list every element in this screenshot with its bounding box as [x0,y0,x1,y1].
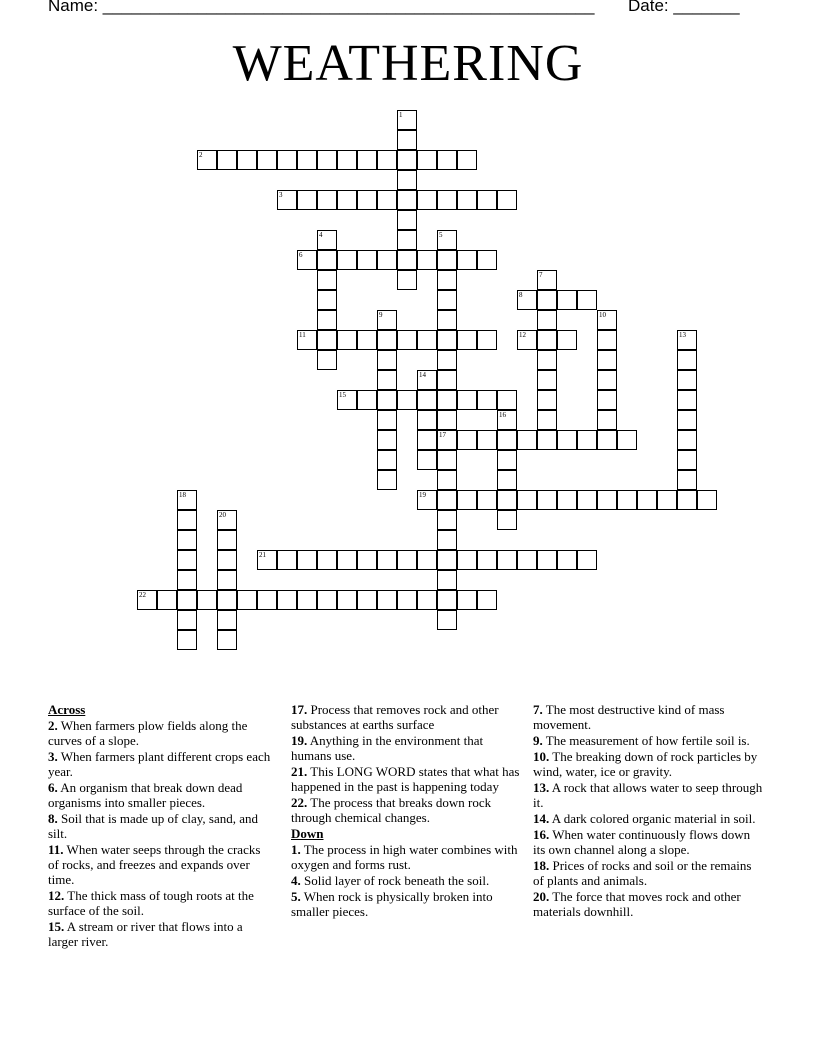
grid-cell[interactable] [377,550,397,570]
grid-cell[interactable] [377,590,397,610]
clue-text: When farmers plant different crops each year. [48,749,271,779]
clue-text: When water continuously flows down its own channel along a slope. [533,827,751,857]
clue-number-label: 13. [533,780,550,795]
across-clue [48,749,274,779]
grid-cell[interactable] [677,410,697,430]
grid-cell[interactable] [297,590,317,610]
grid-cell[interactable] [377,330,397,350]
grid-cell[interactable] [397,330,417,350]
clue-number-label: 14. [533,811,550,826]
grid-cell[interactable] [637,490,657,510]
grid-cell[interactable] [537,410,557,430]
grid-cell[interactable] [677,430,697,450]
across-clue [291,733,521,763]
grid-cell[interactable] [257,150,277,170]
grid-cell[interactable] [297,190,317,210]
grid-cell[interactable] [337,390,357,410]
grid-cell[interactable] [377,350,397,370]
grid-cell[interactable] [537,390,557,410]
grid-cell[interactable] [457,390,477,410]
grid-cell[interactable] [617,430,637,450]
grid-cell[interactable] [537,290,557,310]
grid-cell[interactable] [437,190,457,210]
clue-text: The most destructive kind of mass movement. [533,702,725,732]
down-clue [533,780,765,810]
down-heading: Down [291,826,324,841]
grid-cell[interactable] [417,410,437,430]
grid-cell[interactable] [537,310,557,330]
grid-cell[interactable] [537,350,557,370]
clue-number-label: 3. [48,749,58,764]
grid-cell[interactable] [497,430,517,450]
grid-cell[interactable] [557,290,577,310]
grid-cell[interactable] [357,590,377,610]
across-clue [291,702,521,732]
clue-text: The force that moves rock and other materials downhill. [533,889,741,919]
clue-number: 11 [299,331,306,339]
grid-cell[interactable] [577,550,597,570]
clue-text: The process in high water combines with oxygen and forms rust. [291,842,518,872]
grid-cell[interactable] [177,610,197,630]
grid-cell[interactable] [597,390,617,410]
grid-cell[interactable] [337,550,357,570]
across-clue [48,919,274,949]
grid-cell[interactable] [237,590,257,610]
grid-cell[interactable] [597,410,617,430]
grid-cell[interactable] [297,550,317,570]
grid-cell[interactable] [257,550,277,570]
grid-cell[interactable] [417,150,437,170]
across-clue [48,811,274,841]
across-clue [48,780,274,810]
grid-cell[interactable] [377,470,397,490]
grid-cell[interactable] [457,430,477,450]
grid-cell[interactable] [277,190,297,210]
down-clue [291,889,521,919]
grid-cell[interactable] [377,250,397,270]
clue-number-label: 20. [533,889,550,904]
clue-text: A dark colored organic material in soil. [549,811,756,826]
grid-cell[interactable] [337,150,357,170]
grid-cell[interactable] [477,490,497,510]
across-clue [48,718,274,748]
grid-cell[interactable] [217,590,237,610]
grid-cell[interactable] [317,150,337,170]
clue-number-label: 19. [291,733,308,748]
clue-number: 7 [539,271,543,279]
grid-cell[interactable] [517,490,537,510]
grid-cell[interactable] [517,430,537,450]
clue-number-label: 15. [48,919,65,934]
date-label: Date: [628,0,674,15]
across-clue [48,842,274,887]
grid-cell[interactable] [557,550,577,570]
puzzle-title: WEATHERING [232,35,584,92]
down-clue [533,811,765,826]
grid-cell[interactable] [397,150,417,170]
grid-cell[interactable] [177,490,197,510]
grid-cell[interactable] [217,630,237,650]
grid-cell[interactable] [337,190,357,210]
grid-cell[interactable] [437,150,457,170]
grid-cell[interactable] [337,590,357,610]
grid-cell[interactable] [397,210,417,230]
grid-cell[interactable] [417,390,437,410]
grid-cell[interactable] [137,590,157,610]
clue-text: A rock that allows water to seep through it. [533,780,763,810]
grid-cell[interactable] [597,490,617,510]
grid-cell[interactable] [537,490,557,510]
grid-cell[interactable] [417,370,437,390]
grid-cell[interactable] [317,590,337,610]
grid-cell[interactable] [597,330,617,350]
clue-number: 15 [339,391,346,399]
clue-number: 8 [519,291,523,299]
grid-cell[interactable] [217,570,237,590]
grid-cell[interactable] [437,510,457,530]
grid-cell[interactable] [317,310,337,330]
clue-number: 14 [419,371,426,379]
clue-number-label: 6. [48,780,58,795]
grid-cell[interactable] [337,250,357,270]
grid-cell[interactable] [437,310,457,330]
clue-number: 18 [179,491,186,499]
clue-number: 21 [259,551,266,559]
down-clue [533,749,765,779]
down-clue [533,889,765,919]
grid-cell[interactable] [357,250,377,270]
down-clue-list [291,842,521,919]
grid-cell[interactable] [437,410,457,430]
clues-column-2 [291,702,521,920]
clue-number-label: 21. [291,764,308,779]
grid-cell[interactable] [417,490,437,510]
grid-cell[interactable] [377,370,397,390]
grid-cell[interactable] [317,330,337,350]
clue-text: The breaking down of rock particles by wind, water, ice or gravity. [533,749,758,779]
grid-cell[interactable] [397,550,417,570]
grid-cell[interactable] [677,330,697,350]
clue-text: The thick mass of tough roots at the surface of the soil. [48,888,254,918]
grid-cell[interactable] [477,550,497,570]
across-clue [291,764,521,794]
clues-column-3 [533,702,765,920]
grid-cell[interactable] [297,330,317,350]
clue-number: 19 [419,491,426,499]
grid-cell[interactable] [197,590,217,610]
grid-cell[interactable] [317,250,337,270]
clue-number: 16 [499,411,506,419]
clue-text: When rock is physically broken into smaller pieces. [291,889,493,919]
grid-cell[interactable] [437,590,457,610]
grid-cell[interactable] [597,430,617,450]
grid-cell[interactable] [437,470,457,490]
grid-cell[interactable] [597,350,617,370]
grid-cell[interactable] [417,590,437,610]
grid-cell[interactable] [437,570,457,590]
grid-cell[interactable] [437,370,457,390]
clue-number-label: 16. [533,827,550,842]
clue-number: 2 [199,151,203,159]
grid-cell[interactable] [477,330,497,350]
grid-cell[interactable] [517,330,537,350]
grid-cell[interactable] [437,530,457,550]
clue-number: 10 [599,311,606,319]
grid-cell[interactable] [437,610,457,630]
down-clue [533,827,765,857]
grid-cell[interactable] [477,190,497,210]
clues-column-1 [48,702,274,950]
grid-cell[interactable] [497,470,517,490]
clue-number: 22 [139,591,146,599]
grid-cell[interactable] [577,290,597,310]
grid-cell[interactable] [397,230,417,250]
grid-cell[interactable] [457,550,477,570]
across-clue-list [48,718,274,949]
grid-cell[interactable] [557,330,577,350]
grid-cell[interactable] [177,550,197,570]
clue-text: Anything in the environment that humans use. [291,733,484,763]
grid-cell[interactable] [317,230,337,250]
grid-cell[interactable] [437,450,457,470]
grid-cell[interactable] [357,330,377,350]
grid-cell[interactable] [317,290,337,310]
clue-number: 5 [439,231,443,239]
grid-cell[interactable] [217,550,237,570]
down-clue [533,702,765,732]
grid-cell[interactable] [177,630,197,650]
grid-cell[interactable] [377,450,397,470]
grid-cell[interactable] [457,330,477,350]
grid-cell[interactable] [417,330,437,350]
down-clue [291,873,521,888]
grid-cell[interactable] [477,390,497,410]
grid-cell[interactable] [497,190,517,210]
grid-cell[interactable] [477,430,497,450]
grid-cell[interactable] [477,590,497,610]
grid-cell[interactable] [437,550,457,570]
clue-number-label: 10. [533,749,550,764]
clue-text: When water seeps through the cracks of rocks, and freezes and expands over time. [48,842,261,887]
clue-text: Solid layer of rock beneath the soil. [300,873,490,888]
clue-number-label: 17. [291,702,308,717]
grid-cell[interactable] [517,290,537,310]
grid-cell[interactable] [557,430,577,450]
grid-cell[interactable] [357,190,377,210]
grid-cell[interactable] [357,390,377,410]
grid-cell[interactable] [377,410,397,430]
grid-cell[interactable] [317,270,337,290]
grid-cell[interactable] [497,550,517,570]
grid-cell[interactable] [377,430,397,450]
grid-cell[interactable] [217,150,237,170]
clue-number: 4 [319,231,323,239]
clue-text: The process that breaks down rock through chemical changes. [291,795,492,825]
clue-number-label: 22. [291,795,308,810]
grid-cell[interactable] [577,490,597,510]
grid-cell[interactable] [677,390,697,410]
grid-cell[interactable] [377,150,397,170]
grid-cell[interactable] [437,390,457,410]
grid-cell[interactable] [257,590,277,610]
clue-number: 1 [399,111,403,119]
grid-cell[interactable] [437,250,457,270]
across-clue-list-continued [291,702,521,825]
clue-number-label: 5. [291,889,301,904]
grid-cell[interactable] [677,490,697,510]
grid-cell[interactable] [437,350,457,370]
grid-cell[interactable] [437,290,457,310]
clue-text: Prices of rocks and soil or the remains of plants and animals. [533,858,752,888]
grid-cell[interactable] [177,510,197,530]
grid-cell[interactable] [697,490,717,510]
grid-cell[interactable] [177,590,197,610]
down-clue [533,733,765,748]
grid-cell[interactable] [597,310,617,330]
grid-cell[interactable] [397,190,417,210]
clue-number-label: 12. [48,888,65,903]
clue-text: The measurement of how fertile soil is. [542,733,750,748]
grid-cell[interactable] [677,470,697,490]
clue-number: 20 [219,511,226,519]
grid-cell[interactable] [517,550,537,570]
grid-cell[interactable] [177,570,197,590]
grid-cell[interactable] [657,490,677,510]
grid-cell[interactable] [217,510,237,530]
grid-cell[interactable] [497,450,517,470]
grid-cell[interactable] [397,110,417,130]
clue-text: Process that removes rock and other substances at earths surface [291,702,499,732]
grid-cell[interactable] [437,430,457,450]
grid-cell[interactable] [217,610,237,630]
grid-cell[interactable] [457,190,477,210]
grid-cell[interactable] [437,270,457,290]
date-blank-line[interactable]: _______ [673,0,740,15]
grid-cell[interactable] [437,330,457,350]
grid-cell[interactable] [417,430,437,450]
grid-cell[interactable] [497,490,517,510]
grid-cell[interactable] [317,350,337,370]
grid-cell[interactable] [577,430,597,450]
grid-cell[interactable] [357,550,377,570]
grid-cell[interactable] [457,250,477,270]
grid-cell[interactable] [437,490,457,510]
down-clue-list-continued [533,702,765,919]
grid-cell[interactable] [537,330,557,350]
clue-number: 3 [279,191,283,199]
clue-number: 13 [679,331,686,339]
grid-cell[interactable] [277,150,297,170]
grid-cell[interactable] [157,590,177,610]
clue-text: An organism that break down dead organisms into smaller pieces. [48,780,243,810]
clue-number: 9 [379,311,383,319]
grid-cell[interactable] [317,550,337,570]
clue-number-label: 4. [291,873,301,888]
grid-cell[interactable] [397,590,417,610]
clue-number: 12 [519,331,526,339]
across-heading: Across [48,702,86,717]
across-clue [48,888,274,918]
clue-text: Soil that is made up of clay, sand, and silt. [48,811,259,841]
grid-cell[interactable] [337,330,357,350]
grid-cell[interactable] [417,450,437,470]
down-clue [291,842,521,872]
grid-cell[interactable] [217,530,237,550]
grid-cell[interactable] [417,250,437,270]
grid-cell[interactable] [457,150,477,170]
grid-cell[interactable] [457,490,477,510]
grid-cell[interactable] [417,550,437,570]
grid-cell[interactable] [497,410,517,430]
grid-cell[interactable] [357,150,377,170]
name-blank-line[interactable]: ____________________________________________________ [102,0,595,15]
grid-cell[interactable] [537,370,557,390]
grid-cell[interactable] [557,490,577,510]
clue-number-label: 7. [533,702,543,717]
clue-number-label: 2. [48,718,58,733]
grid-cell[interactable] [397,250,417,270]
grid-cell[interactable] [537,550,557,570]
grid-cell[interactable] [497,390,517,410]
grid-cell[interactable] [677,370,697,390]
grid-cell[interactable] [277,590,297,610]
grid-cell[interactable] [397,390,417,410]
clue-text: A stream or river that flows into a larger river. [48,919,243,949]
grid-cell[interactable] [477,250,497,270]
grid-cell[interactable] [377,390,397,410]
grid-cell[interactable] [297,250,317,270]
clue-number: 17 [439,431,446,439]
grid-cell[interactable] [537,430,557,450]
grid-cell[interactable] [497,510,517,530]
grid-cell[interactable] [677,350,697,370]
grid-cell[interactable] [437,230,457,250]
grid-cell[interactable] [237,150,257,170]
grid-cell[interactable] [597,370,617,390]
clue-number-label: 9. [533,733,543,748]
grid-cell[interactable] [537,270,557,290]
grid-cell[interactable] [197,150,217,170]
clue-number-label: 11. [48,842,64,857]
grid-cell[interactable] [377,310,397,330]
grid-cell[interactable] [177,530,197,550]
grid-cell[interactable] [277,550,297,570]
grid-cell[interactable] [397,170,417,190]
grid-cell[interactable] [297,150,317,170]
clue-number-label: 18. [533,858,550,873]
grid-cell[interactable] [317,190,337,210]
across-clue [291,795,521,825]
clue-text: When farmers plow fields along the curves of a slope. [48,718,248,748]
grid-cell[interactable] [397,270,417,290]
grid-cell[interactable] [677,450,697,470]
clue-number-label: 8. [48,811,58,826]
clue-number-label: 1. [291,842,301,857]
grid-cell[interactable] [417,190,437,210]
grid-cell[interactable] [397,130,417,150]
name-label: Name: [48,0,103,15]
down-clue [533,858,765,888]
grid-cell[interactable] [617,490,637,510]
clue-text: This LONG WORD states that what has happened in the past is happening today [291,764,520,794]
clue-number: 6 [299,251,303,259]
grid-cell[interactable] [457,590,477,610]
grid-cell[interactable] [377,190,397,210]
